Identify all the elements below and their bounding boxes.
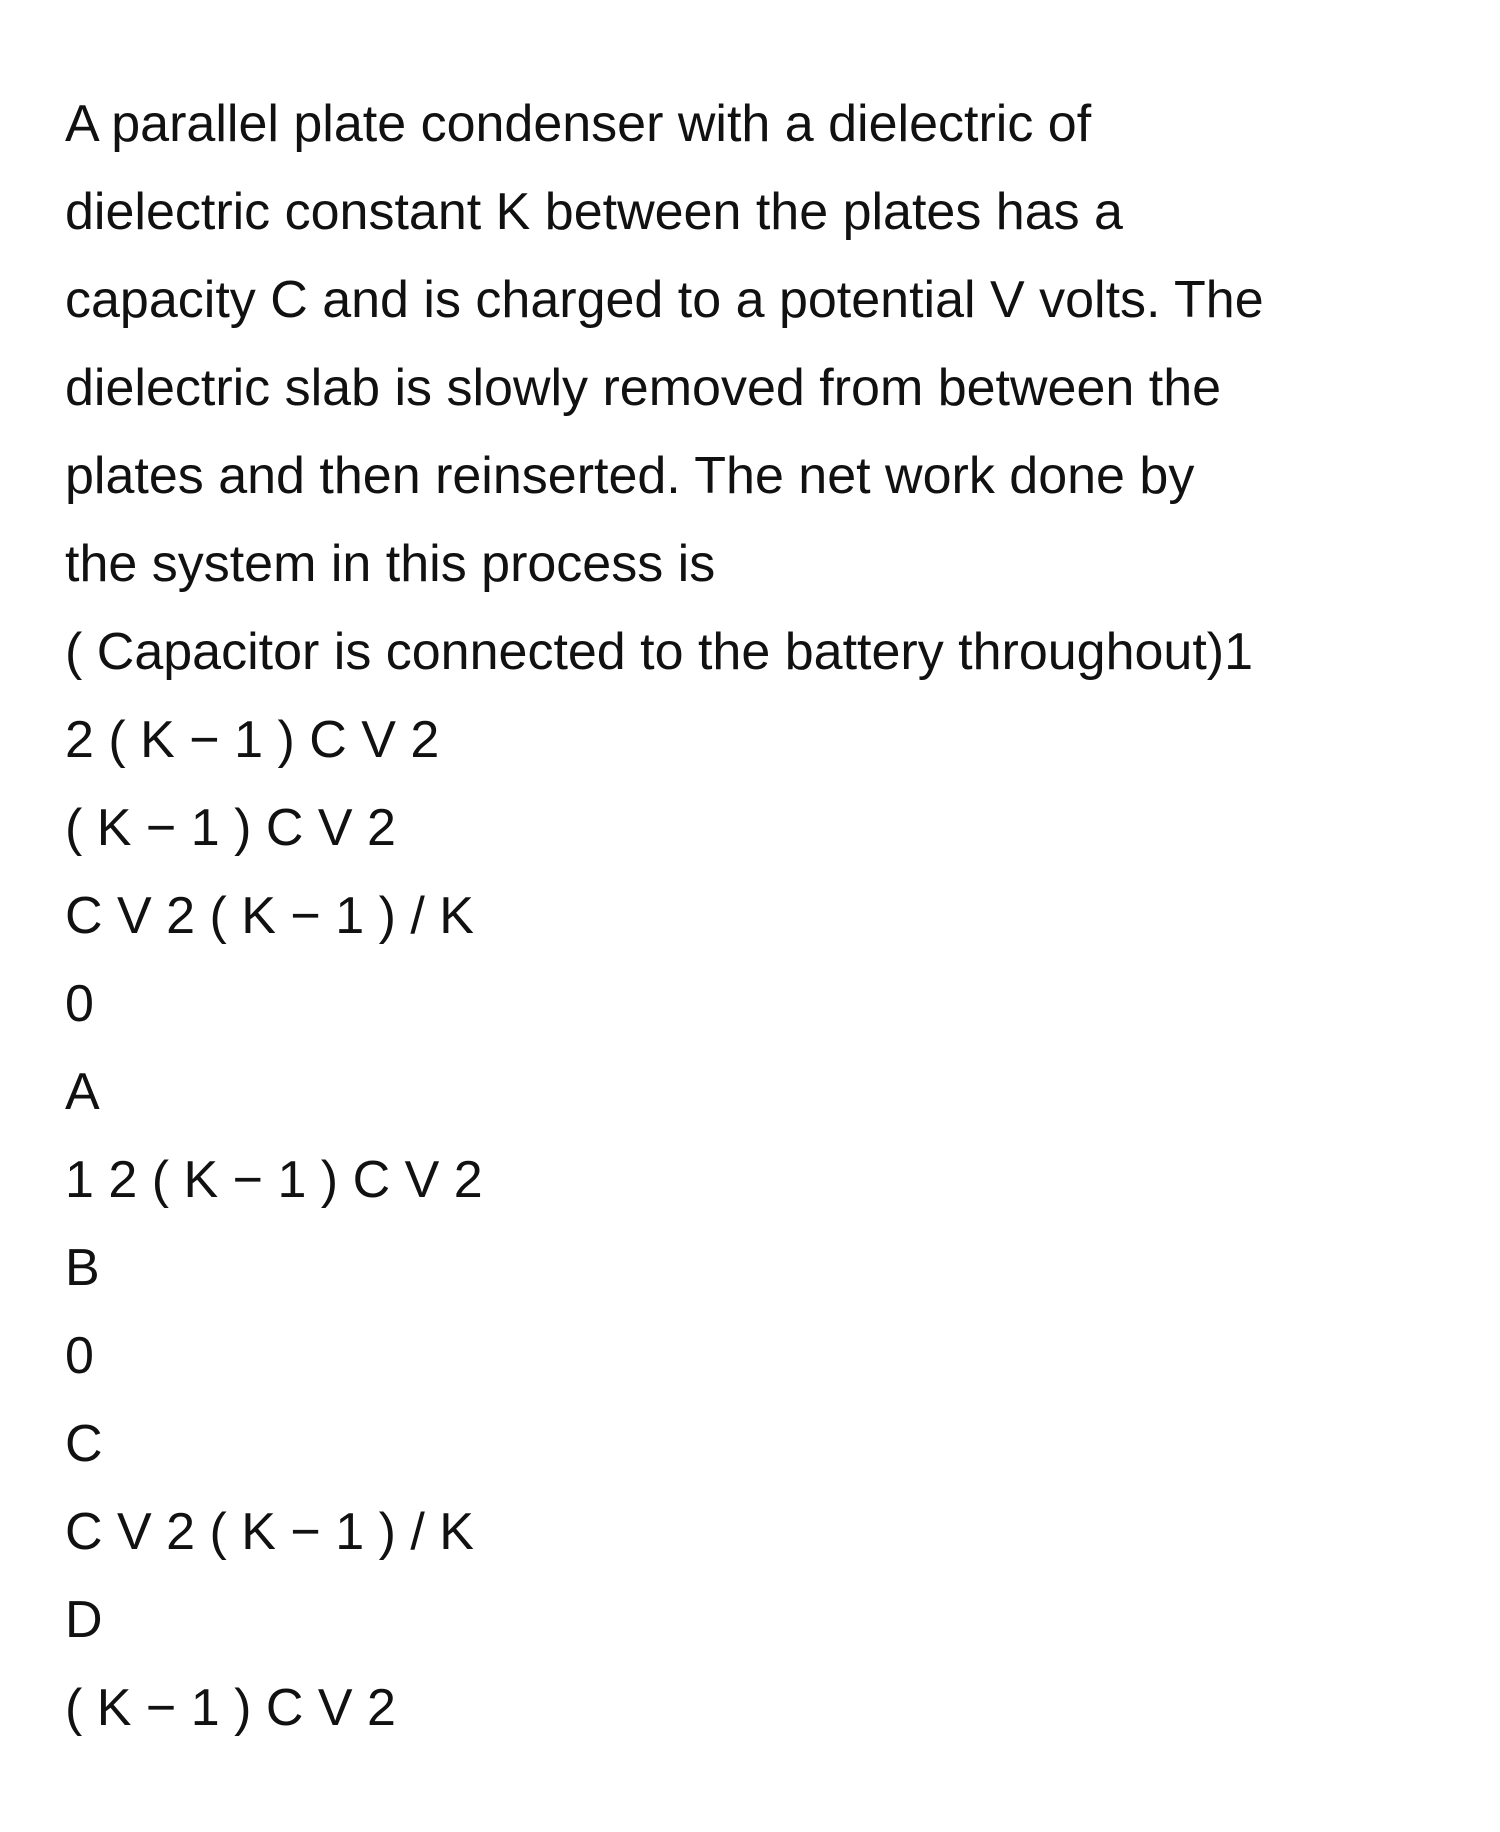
document-page — [65, 80, 1445, 1752]
option-letter: C — [65, 1415, 103, 1473]
option-c[interactable] — [65, 1400, 1445, 1576]
option-b[interactable] — [65, 1224, 1445, 1400]
option-a[interactable] — [65, 1048, 1445, 1224]
question-line: plates and then reinserted. The net work done by — [65, 447, 1195, 505]
option-text: 1 2 ( K − 1 ) C V 2 — [65, 1151, 483, 1209]
question-line: capacity C and is charged to a potential V volts. The — [65, 271, 1264, 329]
question-line: ( Capacitor is connected to the battery throughout)1 — [65, 623, 1254, 681]
option-text: C V 2 ( K − 1 ) / K — [65, 1503, 474, 1561]
question-line: ( K − 1 ) C V 2 — [65, 799, 396, 857]
option-d[interactable] — [65, 1576, 1445, 1752]
option-letter: D — [65, 1591, 103, 1649]
option-text: ( K − 1 ) C V 2 — [65, 1679, 396, 1737]
question-line: dielectric constant K between the plates has a — [65, 183, 1123, 241]
option-letter: A — [65, 1063, 100, 1121]
question-line: 2 ( K − 1 ) C V 2 — [65, 711, 440, 769]
question-line: the system in this process is — [65, 535, 716, 593]
question-text — [65, 80, 1445, 1048]
question-line: 0 — [65, 975, 94, 1033]
option-letter: B — [65, 1239, 100, 1297]
question-line: C V 2 ( K − 1 ) / K — [65, 887, 474, 945]
question-line: A parallel plate condenser with a dielectric of — [65, 95, 1092, 153]
options-list — [65, 1048, 1445, 1752]
option-text: 0 — [65, 1327, 94, 1385]
question-line: dielectric slab is slowly removed from between the — [65, 359, 1222, 417]
